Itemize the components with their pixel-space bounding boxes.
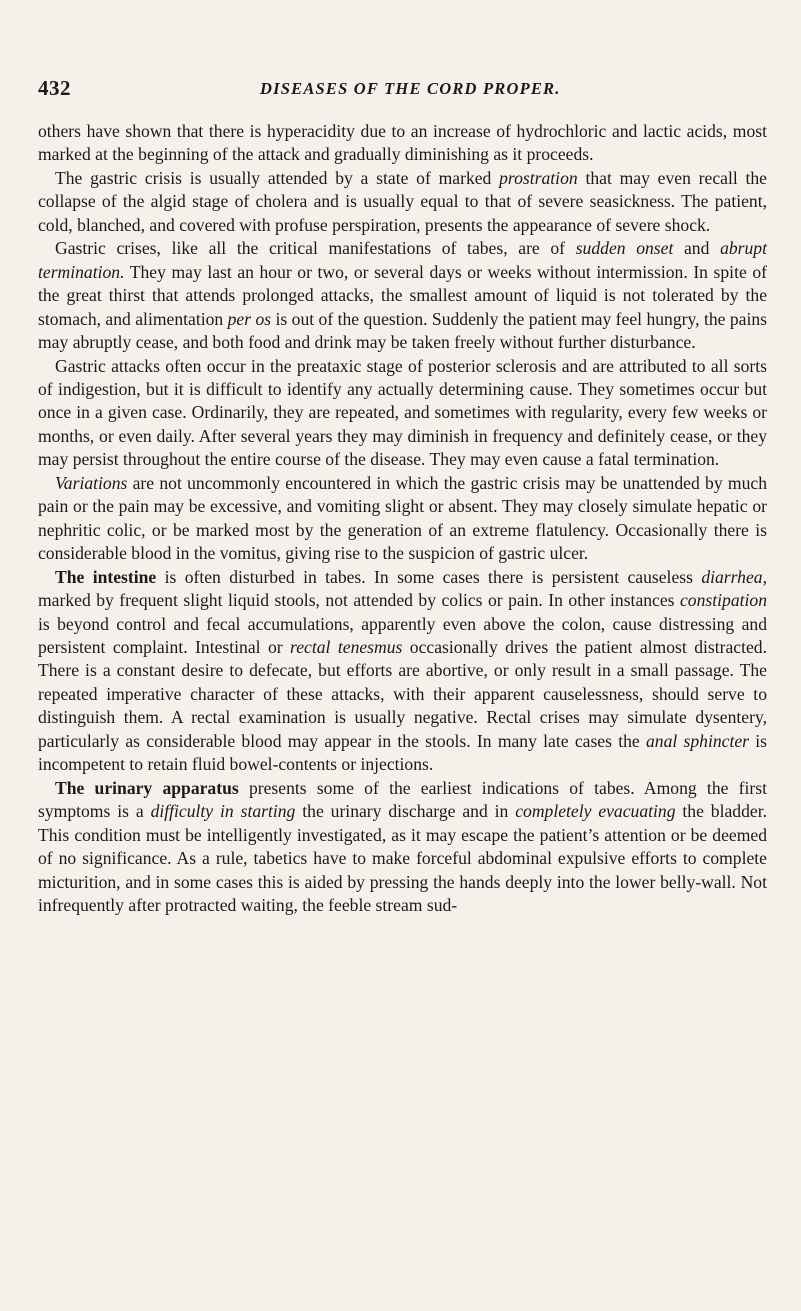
text-run: is beyond control and fecal accumulations, apparently even above the colon, cause distressing and persistent complaint. Intestinal or [38,613,767,657]
text-run: occasionally drives the patient almost distracted. There is a constant desire to defecate, but efforts are abortive, or only result in a small passage. The repeated imperative character of these attacks, with their apparent causelessness, should serve to distinguish them. A rectal examination is usually negative. Rectal crises may simulate dysentery, particularly as considerable blood may appear in the stools. In many late cases the [38,636,767,751]
text-run: marked by frequent slight liquid stools, not attended by colics or pain. In other instances [38,590,680,611]
text-run: is often disturbed in tabes. In some cases there is persistent causeless [156,566,702,587]
italic-phrase: Variations [55,472,128,493]
text-run: are not uncommonly encountered in which the gastric crisis may be unattended by much pain or the pain may be excessive, and vomiting slight or absent. They may closely simulate hepatic or nephritic colic, or be marked most by the generation of an extreme flatulency. Occasionally there is considerable blood in the vomitus, giving rise to the suspicion of gastric ulcer. [38,472,767,564]
paragraph [38,237,767,354]
text-run: the bladder. This condition must be intelligently investigated, as it may escape the patient’s attention or be deemed of no significance. As a rule, tabetics have to make forceful abdominal expulsive efforts to complete micturition, and in some cases this is aided by pressing the hands deeply into the lower belly-wall. Not infrequently after protracted waiting, the feeble stream sud- [38,801,767,915]
paragraph [38,566,767,777]
text-run: is incompetent to retain fluid bowel-contents or injections. [38,730,767,775]
text-run: the urinary discharge and in [295,801,516,822]
paragraph [38,472,767,566]
bold-heading-phrase: The urinary apparatus [55,777,239,798]
running-title: DISEASES OF THE CORD PROPER. [260,79,561,98]
italic-phrase: difficulty in starting [150,801,296,822]
paragraph [38,167,767,237]
text-run: that may even recall the collapse of the algid stage of cholera and is usually equal to that of severe seasickness. The patient, cold, blanched, and covered with profuse perspiration, presents the appearance of severe shock. [38,167,767,235]
italic-phrase: sudden onset [575,238,674,259]
italic-phrase: abrupt termination. [38,238,767,282]
paragraph [38,355,767,472]
italic-phrase: anal sphincter [645,730,749,751]
italic-phrase: per os [227,308,272,329]
text-run: Gastric attacks often occur in the preataxic stage of posterior sclerosis and are attributed to all sorts of indigestion, but it is difficult to identify any actually determining cause. They sometimes occur but once in a given case. Ordinarily, they are repeated, and sometimes with regularity, every few weeks or months, or even daily. After several years they may diminish in frequency and definitely cease, or they may persist throughout the entire course of the disease. They may even cause a fatal termination. [38,355,767,470]
text-run: Gastric crises, like all the critical manifestations of tabes, are of [55,238,576,259]
italic-phrase: diarrhea, [701,566,767,587]
paragraph [38,777,767,918]
text-run: is out of the question. Suddenly the patient may feel hungry, the pains may abruptly cease, and both food and drink may be taken freely without further disturbance. [38,308,767,353]
text-run: others have shown that there is hyperacidity due to an increase of hydrochloric and lactic acids, most marked at the beginning of the attack and gradually diminishing as it proceeds. [38,121,767,165]
text-run: They may last an hour or two, or several days or weeks without intermission. In spite of the great thirst that attends prolonged attacks, the smallest amount of liquid is not tolerated by the stomach, and alimentation [38,261,767,329]
text-run: The gastric crisis is usually attended by a state of marked [55,167,500,188]
italic-phrase: constipation [680,590,767,611]
running-head [38,76,768,102]
text-run: and [673,238,721,259]
italic-phrase: completely evacuating [515,801,676,822]
text-run: presents some of the earliest indications of tabes. Among the first symptoms is a [38,777,767,822]
page-number: 432 [38,76,71,100]
body-text [38,120,767,917]
bold-heading-phrase: The intestine [55,566,157,587]
paragraph [38,120,767,167]
italic-phrase: rectal tenesmus [290,636,403,657]
italic-phrase: prostration [499,167,578,188]
